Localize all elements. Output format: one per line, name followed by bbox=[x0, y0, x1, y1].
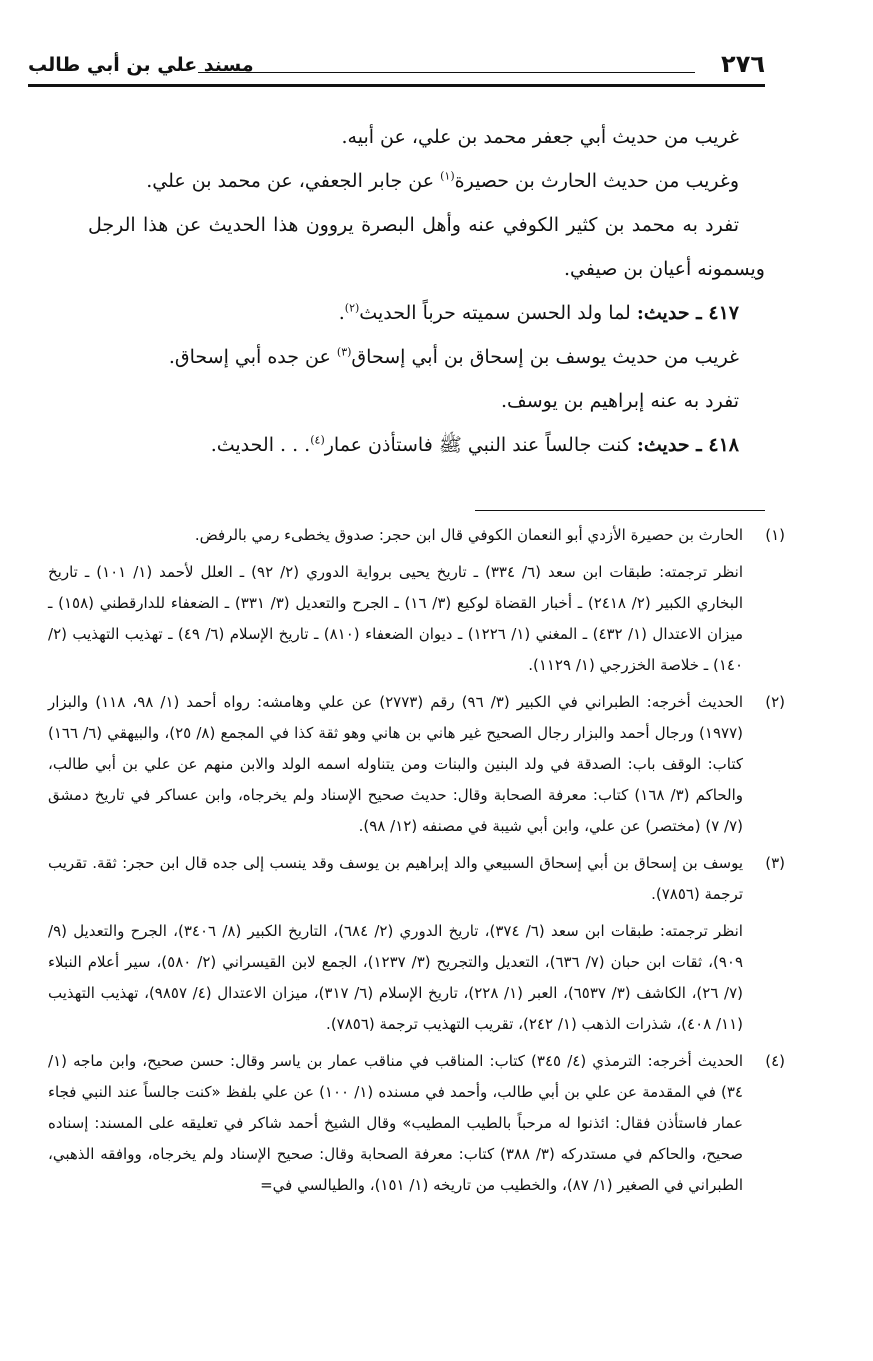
footnote-3 bbox=[48, 848, 785, 1040]
footnote-number: (٤) bbox=[765, 1052, 785, 1070]
hadith-417-text: لما ولد الحسن سميته حرباً الحديث bbox=[359, 302, 637, 324]
paragraph-2-text-a: وغريب من حديث الحارث بن حصيرة bbox=[454, 170, 739, 192]
footnote-2 bbox=[48, 687, 785, 842]
header-title-rule bbox=[198, 72, 695, 73]
paragraph-5 bbox=[88, 335, 765, 379]
footnote-number: (٢) bbox=[765, 693, 785, 711]
main-text bbox=[88, 115, 765, 467]
footnote-body bbox=[48, 848, 743, 1040]
footnote-1 bbox=[48, 520, 785, 681]
paragraph-5-text-b: عن جده أبي إسحاق. bbox=[168, 346, 337, 368]
footnote-separator bbox=[475, 510, 765, 511]
hadith-418-end: . . . الحديث. bbox=[210, 434, 311, 456]
footnote-paragraph: انظر ترجمته: طبقات ابن سعد (٦/ ٣٣٤) ـ تاريخ يحيى برواية الدوري (٢/ ٩٢) ـ العلل لأحمد (١/ ١٠١) ـ تاريخ البخاري الكبير (٢/ ٢٤١٨) ـ أخبار القضاة لوكيع (٣/ ١٦) ـ الجرح والتعديل (٣/ ٣٣١) ـ الضعفاء للدارقطني (١٥٨) ـ ميزان الاعتدال (١/ ٤٣٢) ـ المغني (١/ ١٢٢٦) ـ ديوان الضعفاء (٨١٠) ـ تاريخ الإسلام (٦/ ٤٩) ـ تهذيب التهذيب (٢/ ١٤٠) ـ خلاصة الخزرجي (١/ ١١٢٩). bbox=[48, 563, 744, 674]
footnote-body bbox=[48, 687, 743, 842]
footnote-paragraph: الحديث أخرجه: الطبراني في الكبير (٣/ ٩٦) رقم (٢٧٧٣) عن علي وهامشه: رواه أحمد (١/ ٩٨، ١١٨) والبزار (١٩٧٧) ورجال أحمد والبزار رجال الصحيح غير هاني بن هاني وهو ثقة كذا في المجمع (٨/ ٢٥)، والبيهقي (٦/ ١٦٦) كتاب: الوقف باب: الصدقة في ولد البنين والبنات ومن يتناوله اسمه الولد والابن منهم عن علي بن أبي طالب، والحاكم (٣/ ١٦٨) كتاب: معرفة الصحابة وقال: حديث صحيح الإسناد ولم يخرجاه، وابن عساكر في تاريخ دمشق (٧/ ٧) (مختصر) عن علي، وابن أبي شيبة في مصنفه (١٢/ ٩٨). bbox=[48, 693, 744, 835]
footnote-ref-3: (٣) bbox=[336, 345, 352, 359]
footnote-ref-1: (١) bbox=[440, 169, 455, 183]
footnote-number: (١) bbox=[765, 526, 785, 544]
paragraph-5-text-a: غريب من حديث يوسف بن إسحاق بن أبي إسحاق bbox=[351, 346, 739, 368]
footnote-4 bbox=[48, 1046, 785, 1201]
hadith-417-end: . bbox=[338, 302, 345, 324]
page-number: ٢٧٦ bbox=[721, 50, 765, 78]
footnote-body bbox=[48, 1046, 743, 1201]
header-rule bbox=[28, 84, 765, 87]
hadith-417-label: ٤١٧ ـ حديث: bbox=[636, 302, 739, 324]
footnote-paragraph: الحديث أخرجه: الترمذي (٤/ ٣٤٥) كتاب: المناقب في مناقب عمار بن ياسر وقال: حسن صحيح، وابن ماجه (١/ ٣٤) في المقدمة عن علي بن أبي طالب، وأحمد في مسنده (١/ ١٠٠) عن علي بلفظ «كنت جالساً عند النبي فجاء عمار فاستأذن فقال: ائذنوا له مرحباً بالطيب المطيب» وقال الشيخ أحمد شاكر في تعليقه على المسند: إسناده صحيح، والحاكم في مستدركه (٣/ ٣٨٨) كتاب: معرفة الصحابة وقال: صحيح الإسناد ولم يخرجاه، ووافقه الذهبي، الطبراني في الصغير (١/ ٨٧)، والخطيب من تاريخه (١/ ١٥١)، والطيالسي في= bbox=[48, 1052, 744, 1194]
paragraph-2 bbox=[88, 159, 765, 203]
hadith-418-text: كنت جالساً عند النبي ﷺ فاستأذن عمار bbox=[324, 434, 637, 456]
hadith-418-label: ٤١٨ ـ حديث: bbox=[636, 434, 739, 456]
hadith-418 bbox=[88, 423, 765, 467]
running-title: مسند علي بن أبي طالب bbox=[28, 54, 254, 76]
paragraph-2-text-b: عن جابر الجعفي، عن محمد بن علي. bbox=[146, 170, 441, 192]
paragraph-6: تفرد به عنه إبراهيم بن يوسف. bbox=[501, 390, 739, 412]
paragraph-1: غريب من حديث أبي جعفر محمد بن علي، عن أبيه. bbox=[341, 126, 739, 148]
page-header bbox=[28, 48, 765, 88]
footnote-ref-2: (٢) bbox=[344, 301, 360, 315]
footnote-paragraph: الحارث بن حصيرة الأزدي أبو النعمان الكوفي قال ابن حجر: صدوق يخطىء رمي بالرفض. bbox=[194, 526, 743, 544]
footnote-number: (٣) bbox=[765, 854, 785, 872]
footnote-ref-4: (٤) bbox=[310, 433, 325, 447]
hadith-417 bbox=[88, 291, 765, 335]
footnote-paragraph: انظر ترجمته: طبقات ابن سعد (٦/ ٣٧٤)، تاريخ الدوري (٢/ ٦٨٤)، التاريخ الكبير (٨/ ٣٤٠٦)، الجرح والتعديل (٩/ ٩٠٩)، ثقات ابن حبان (٧/ ٦٣٦)، التعديل والتجريح (٣/ ١٢٣٧)، الجمع لابن القيسراني (٢/ ٥٨٠)، سير أعلام النبلاء (٧/ ٢٦)، الكاشف (٣/ ٦٥٣٧)، العبر (١/ ٢٢٨)، تاريخ الإسلام (٦/ ٣١٧)، ميزان الاعتدال (٤/ ٩٨٥٧)، تهذيب التهذيب (١١/ ٤٠٨)، شذرات الذهب (١/ ٢٤٢)، تقريب التهذيب ترجمة (٧٨٥٦). bbox=[48, 922, 744, 1033]
footnotes bbox=[48, 520, 785, 1207]
paragraph-3: تفرد به محمد بن كثير الكوفي عنه وأهل البصرة يروون هذا الحديث عن هذا الرجل ويسمونه أعيان بن صيفي. bbox=[88, 214, 765, 280]
footnote-paragraph: يوسف بن إسحاق بن أبي إسحاق السبيعي والد إبراهيم بن يوسف وقد ينسب إلى جده قال ابن حجر: ثقة. تقريب ترجمة (٧٨٥٦). bbox=[48, 854, 743, 903]
footnote-body bbox=[48, 520, 743, 681]
